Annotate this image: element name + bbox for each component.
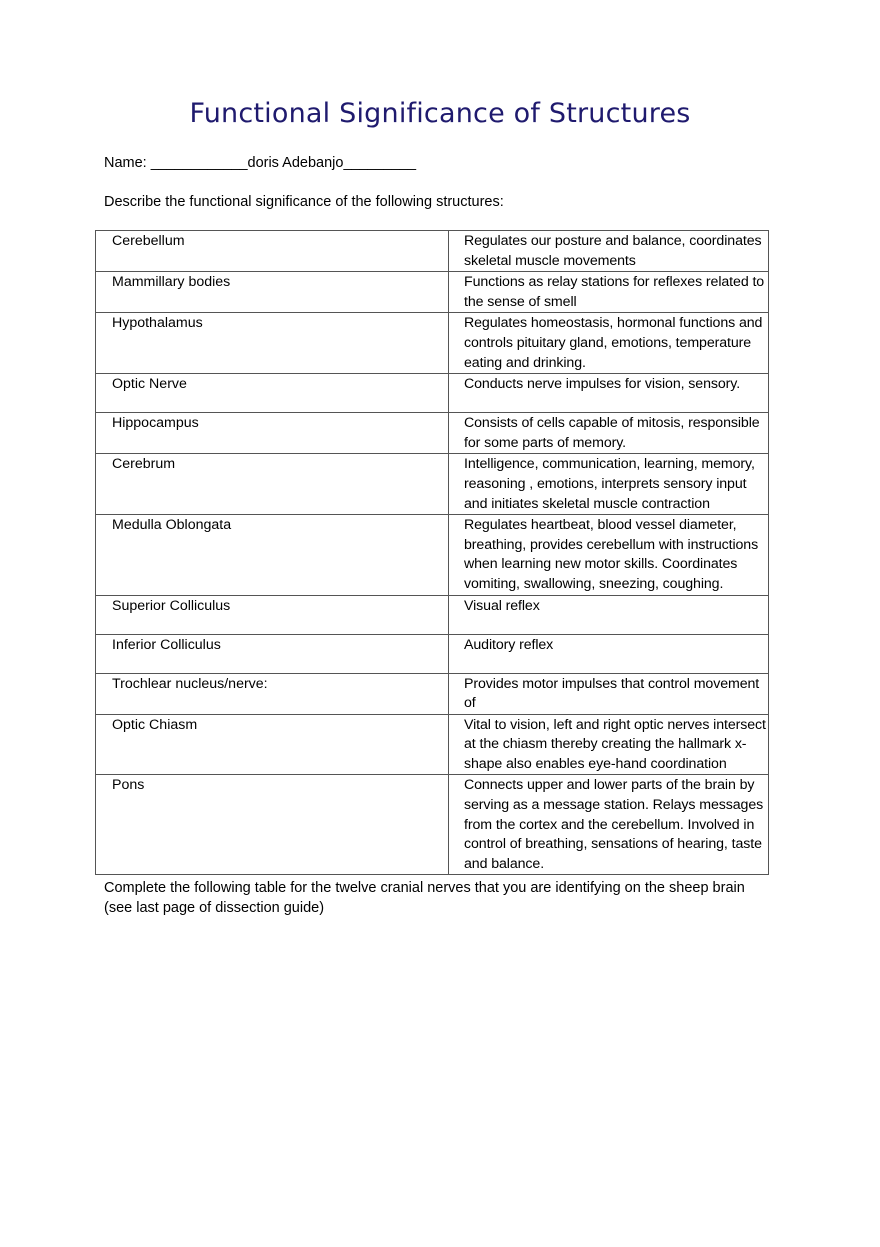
- function-cell: [449, 595, 769, 634]
- structure-label: Inferior Colliculus: [112, 636, 221, 653]
- structure-label: Optic Nerve: [112, 376, 187, 393]
- table-row: [96, 454, 769, 515]
- function-text: Regulates heartbeat, blood vessel diameter, breathing, provides cerebellum with instructions when learning new motor skills. Coordinates vomiting, swallowing, sneezing, coughing.: [464, 517, 759, 592]
- structure-cell: [96, 231, 449, 272]
- cranial-nerves-instruction: Complete the following table for the twelve cranial nerves that you are identifying on the sheep brain (see last page of dissection guide): [104, 880, 745, 916]
- function-cell: [449, 374, 769, 413]
- structure-cell: [96, 272, 449, 313]
- page-title: Functional Significance of Structures: [189, 98, 691, 129]
- function-text: Vital to vision, left and right optic nerves intersect at the chiasm thereby creating the hallmark x-shape also enables eye-hand coordination: [464, 716, 766, 772]
- structure-label: Optic Chiasm: [112, 716, 198, 733]
- table-row: [96, 231, 769, 272]
- table-row: [96, 313, 769, 374]
- structure-label: Superior Colliculus: [112, 597, 231, 614]
- function-cell: [449, 673, 769, 714]
- function-cell: [449, 272, 769, 313]
- function-text: Intelligence, communication, learning, memory, reasoning , emotions, interprets sensory input and initiates skeletal muscle contraction: [464, 456, 755, 512]
- structure-label: Pons: [112, 777, 145, 794]
- function-text: Connects upper and lower parts of the brain by serving as a message station. Relays messages from the cortex and the cerebellum. Involved in control of breathing, sensations of hearing, taste and balance.: [464, 777, 764, 872]
- function-text: Conducts nerve impulses for vision, sensory.: [464, 376, 741, 393]
- function-cell: [449, 454, 769, 515]
- function-cell: [449, 515, 769, 595]
- table-row: [96, 374, 769, 413]
- table-row: [96, 775, 769, 875]
- structure-label: Hypothalamus: [112, 315, 203, 332]
- structure-cell: [96, 595, 449, 634]
- structure-label: Cerebellum: [112, 233, 185, 249]
- structure-cell: [96, 775, 449, 875]
- function-cell: [449, 231, 769, 272]
- function-text: Regulates homeostasis, hormonal functions and controls pituitary gland, emotions, temperature eating and drinking.: [464, 315, 763, 371]
- table-row: [96, 272, 769, 313]
- function-cell: [449, 413, 769, 454]
- function-text: Regulates our posture and balance, coordinates skeletal muscle movements: [464, 233, 762, 269]
- function-cell: [449, 775, 769, 875]
- function-cell: [449, 634, 769, 673]
- structure-cell: [96, 413, 449, 454]
- table-row: [96, 714, 769, 775]
- function-text: Visual reflex: [464, 597, 540, 614]
- structure-cell: [96, 634, 449, 673]
- table-row: [96, 673, 769, 714]
- function-text: Functions as relay stations for reflexes related to the sense of smell: [464, 274, 765, 310]
- structure-label: Cerebrum: [112, 456, 176, 473]
- instruction-text: Describe the functional significance of the following structures:: [104, 194, 504, 210]
- table-row: [96, 634, 769, 673]
- structure-cell: [96, 313, 449, 374]
- function-cell: [449, 313, 769, 374]
- function-cell: [449, 714, 769, 775]
- structure-cell: [96, 515, 449, 595]
- structure-cell: [96, 454, 449, 515]
- function-text: Auditory reflex: [464, 636, 554, 653]
- structure-label: Trochlear nucleus/nerve:: [112, 675, 268, 692]
- name-line: Name: ____________doris Adebanjo_________: [104, 155, 417, 171]
- structure-label: Hippocampus: [112, 415, 199, 432]
- function-text: Consists of cells capable of mitosis, responsible for some parts of memory.: [464, 415, 760, 451]
- structure-cell: [96, 673, 449, 714]
- table-row: [96, 515, 769, 595]
- table-row: [96, 595, 769, 634]
- structure-label: Medulla Oblongata: [112, 517, 232, 534]
- structure-cell: [96, 714, 449, 775]
- structures-table: [95, 230, 769, 875]
- function-text: Provides motor impulses that control movement of: [464, 675, 760, 712]
- structure-label: Mammillary bodies: [112, 274, 231, 291]
- table-row: [96, 413, 769, 454]
- structure-cell: [96, 374, 449, 413]
